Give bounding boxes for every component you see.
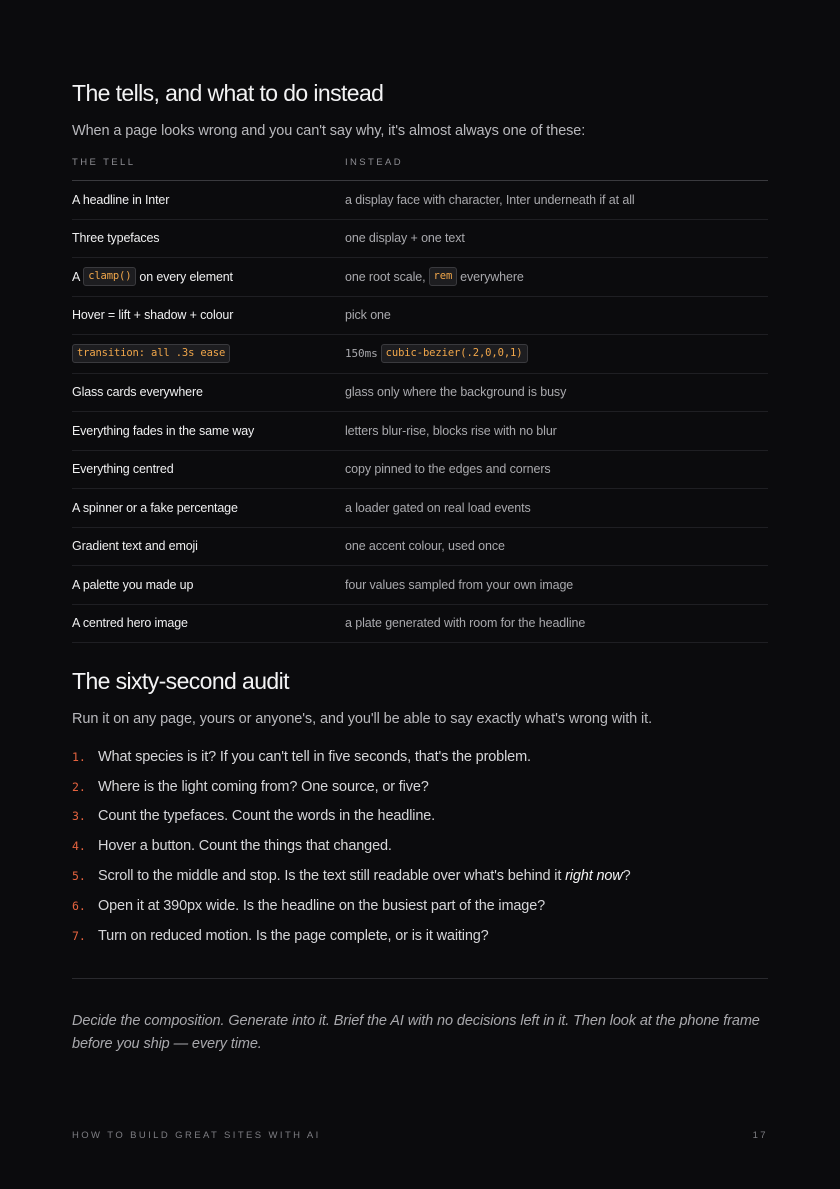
footer-title: HOW TO BUILD GREAT SITES WITH AI: [72, 1130, 321, 1141]
list-item-text: What species is it? If you can't tell in five seconds, that's the problem.: [98, 748, 531, 765]
list-item-emphasis: right now: [565, 868, 623, 885]
table-row: [72, 528, 768, 567]
instead-cell: one accent colour, used once: [345, 539, 505, 554]
tell-text: A: [72, 269, 81, 284]
list-item-text: Count the typefaces. Count the words in the headline.: [98, 808, 436, 825]
inline-code: transition: all .3s ease: [72, 344, 230, 363]
list-item: [72, 831, 631, 861]
tell-cell: Everything centred: [72, 462, 174, 477]
closing-note: Decide the composition. Generate into it. Brief the AI with no decisions left in it. Then look at the phone frame before you ship — every time.: [72, 1013, 760, 1052]
table-row: [72, 220, 768, 259]
list-item-text-main: Scroll to the middle and stop. Is the text still readable over what's behind it: [98, 868, 562, 885]
instead-cell: four values sampled from your own image: [345, 577, 574, 592]
inline-code: cubic-bezier(.2,0,0,1): [381, 344, 528, 363]
tell-cell: A headline in Inter: [72, 192, 170, 207]
tell-cell: [72, 335, 233, 373]
audit-list: [72, 742, 631, 951]
table-row: [72, 258, 768, 297]
inline-code: rem: [429, 267, 458, 286]
table-header: [72, 152, 768, 181]
instead-text: everywhere: [460, 269, 524, 284]
list-item: [72, 772, 631, 802]
table-header-tell: THE TELL: [72, 157, 136, 168]
list-item-text: Turn on reduced motion. Is the page complete, or is it waiting?: [98, 927, 489, 944]
tell-cell: [72, 258, 233, 296]
list-number: 5.: [72, 869, 86, 884]
list-item-text: Where is the light coming from? One source, or five?: [98, 778, 429, 795]
tell-cell: Gradient text and emoji: [72, 539, 198, 554]
instead-cell: letters blur-rise, blocks rise with no blur: [345, 423, 557, 438]
tell-cell: A palette you made up: [72, 577, 194, 592]
instead-text: 150ms: [345, 347, 378, 361]
table-row: [72, 566, 768, 605]
inline-code: clamp(): [83, 267, 136, 286]
list-item-text: Hover a button. Count the things that changed.: [98, 838, 392, 855]
tell-cell: A centred hero image: [72, 616, 188, 631]
instead-cell: a loader gated on real load events: [345, 500, 531, 515]
instead-cell: copy pinned to the edges and corners: [345, 462, 551, 477]
instead-text: one root scale,: [345, 269, 426, 284]
list-item: [72, 921, 631, 951]
instead-cell: glass only where the background is busy: [345, 385, 567, 400]
list-item: [72, 742, 631, 772]
list-number: 1.: [72, 749, 86, 764]
tell-cell: Hover = lift + shadow + colour: [72, 308, 234, 323]
section-divider: [72, 978, 768, 979]
table-row: [72, 374, 768, 413]
tell-cell: Three typefaces: [72, 231, 160, 246]
page-number: 17: [752, 1130, 768, 1141]
list-number: 4.: [72, 839, 86, 854]
table-row: [72, 297, 768, 336]
instead-cell: one display + one text: [345, 231, 465, 246]
instead-cell: pick one: [345, 308, 391, 323]
table-row: [72, 181, 768, 220]
tell-text: on every element: [139, 269, 233, 284]
list-item-text: [98, 868, 631, 884]
instead-cell: a display face with character, Inter underneath if at all: [345, 192, 635, 207]
list-item-text-after: ?: [622, 868, 631, 885]
list-number: 7.: [72, 928, 86, 943]
list-item: [72, 891, 631, 921]
table-row: [72, 335, 768, 374]
table-row: [72, 605, 768, 644]
instead-cell: [345, 258, 524, 296]
tell-cell: Glass cards everywhere: [72, 385, 203, 400]
section-title-audit: The sixty-second audit: [72, 668, 289, 694]
list-number: 3.: [72, 809, 86, 824]
list-item-text: Open it at 390px wide. Is the headline on the busiest part of the image?: [98, 897, 546, 914]
section-lede-audit: Run it on any page, yours or anyone's, and you'll be able to say exactly what's wrong with it.: [72, 711, 653, 727]
table-row: [72, 451, 768, 490]
list-item: [72, 861, 631, 891]
table-row: [72, 489, 768, 528]
instead-cell: a plate generated with room for the headline: [345, 616, 586, 631]
table-row: [72, 412, 768, 451]
section-lede-tells: When a page looks wrong and you can't say why, it's almost always one of these:: [72, 123, 586, 139]
tell-cell: A spinner or a fake percentage: [72, 500, 238, 515]
section-title-tells: The tells, and what to do instead: [72, 80, 384, 106]
tell-cell: Everything fades in the same way: [72, 423, 255, 438]
table-header-instead: INSTEAD: [345, 157, 403, 168]
list-number: 2.: [72, 779, 86, 794]
list-item: [72, 802, 631, 832]
tells-table: [72, 152, 768, 643]
instead-cell: [345, 335, 531, 373]
list-number: 6.: [72, 898, 86, 913]
